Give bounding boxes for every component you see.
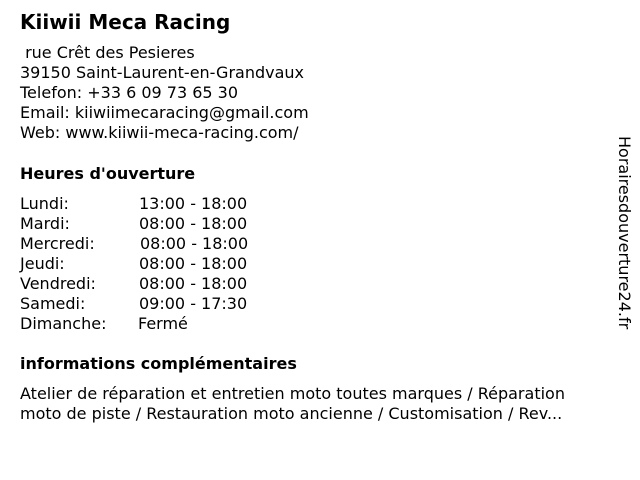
hours-day: Lundi: bbox=[20, 194, 69, 213]
hours-time: 08:00 - 18:00 bbox=[140, 234, 249, 253]
email-address: Email: kiiwiimecaracing@gmail.com bbox=[20, 103, 309, 122]
hours-time: Fermé bbox=[138, 314, 188, 333]
website-address: Web: www.kiiwii-meca-racing.com/ bbox=[20, 123, 299, 142]
contact-block bbox=[20, 43, 309, 143]
city-address: 39150 Saint-Laurent-en-Grandvaux bbox=[20, 63, 304, 82]
hours-day: Mardi: bbox=[20, 214, 70, 233]
hours-time: 09:00 - 17:30 bbox=[139, 294, 248, 313]
hours-day: Samedi: bbox=[20, 294, 86, 313]
opening-hours-heading: Heures d'ouverture bbox=[20, 164, 196, 183]
hours-time: 13:00 - 18:00 bbox=[139, 194, 248, 213]
hours-time: 08:00 - 18:00 bbox=[139, 254, 248, 273]
phone-number: Telefon: +33 6 09 73 65 30 bbox=[20, 83, 239, 102]
hours-time: 08:00 - 18:00 bbox=[139, 274, 248, 293]
hours-day: Dimanche: bbox=[20, 314, 107, 333]
site-watermark: Horairesdouverture24.fr bbox=[615, 136, 634, 330]
street-address: rue Crêt des Pesieres bbox=[20, 43, 195, 62]
hours-day: Vendredi: bbox=[20, 274, 96, 293]
additional-info-text bbox=[20, 384, 620, 424]
additional-info-line: Atelier de réparation et entretien moto toutes marques / Réparation bbox=[20, 384, 565, 403]
hours-day: Mercredi: bbox=[20, 234, 95, 253]
additional-info-heading: informations complémentaires bbox=[20, 354, 297, 373]
additional-info-line: moto de piste / Restauration moto ancienne / Customisation / Rev... bbox=[20, 404, 563, 423]
business-name: Kiiwii Meca Racing bbox=[20, 10, 231, 34]
hours-time: 08:00 - 18:00 bbox=[139, 214, 248, 233]
hours-day: Jeudi: bbox=[20, 254, 65, 273]
